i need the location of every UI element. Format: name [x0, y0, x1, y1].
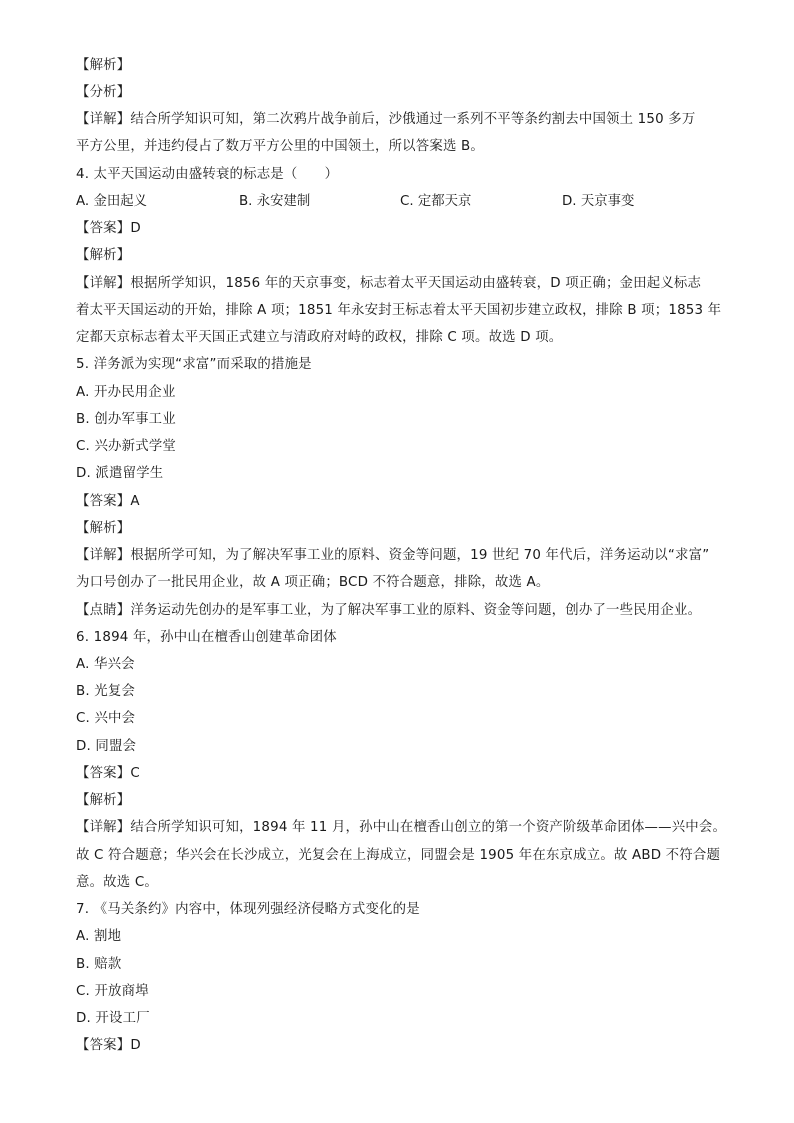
question-4-stem: 4. 太平天国运动由盛转衰的标志是（ ） [76, 167, 339, 182]
option-d: D. 天京事变 [562, 194, 635, 209]
explanation-text: 定都天京标志着太平天国正式建立与清政府对峙的政权，排除 C 项。故选 D 项。 [76, 330, 563, 345]
explanation-text: 【详解】根据所学知识，1856 年的天京事变，标志着太平天国运动由盛转衰，D 项正确；金田起义标志 [76, 276, 702, 291]
section-tag: 【分析】 [76, 85, 131, 100]
answer-line: 【答案】D [76, 221, 141, 236]
question-4-options [76, 192, 726, 212]
option-d: D. 同盟会 [76, 739, 137, 754]
explanation-text: 为口号创办了一批民用企业，故 A 项正确；BCD 不符合题意，排除，故选 A。 [76, 575, 550, 590]
explanation-text: 着太平天国运动的开始，排除 A 项；1851 年永安封王标志着太平天国初步建立政权，排除 B 项；1853 年 [76, 303, 722, 318]
question-6-stem: 6. 1894 年，孙中山在檀香山创建革命团体 [76, 630, 337, 645]
option-d: D. 开设工厂 [76, 1011, 150, 1026]
section-tag: 【解析】 [76, 793, 131, 808]
question-7-stem: 7. 《马关条约》内容中，体现列强经济侵略方式变化的是 [76, 902, 420, 917]
option-a: A. 金田起义 [76, 194, 147, 209]
answer-line: 【答案】D [76, 1038, 141, 1053]
option-a: A. 割地 [76, 929, 122, 944]
option-c: C. 兴办新式学堂 [76, 439, 177, 454]
explanation-text: 【详解】结合所学知识可知，1894 年 11 月，孙中山在檀香山创立的第一个资产阶级革命团体——兴中会。 [76, 820, 727, 835]
option-c: C. 兴中会 [76, 711, 136, 726]
option-b: B. 创办军事工业 [76, 412, 176, 427]
option-c: C. 定都天京 [400, 194, 472, 209]
answer-line: 【答案】C [76, 766, 140, 781]
comment-text: 【点睛】洋务运动先创办的是军事工业，为了解决军事工业的原料、资金等问题，创办了一些民用企业。 [76, 603, 702, 618]
explanation-text: 故 C 符合题意；华兴会在长沙成立，光复会在上海成立，同盟会是 1905 年在东京成立。故 ABD 不符合题 [76, 848, 721, 863]
question-5-stem: 5. 洋务派为实现“求富”而采取的措施是 [76, 357, 312, 372]
explanation-text: 意。故选 C。 [76, 875, 158, 890]
option-b: B. 光复会 [76, 684, 136, 699]
section-tag: 【解析】 [76, 248, 131, 263]
explanation-text: 【详解】根据所学可知，为了解决军事工业的原料、资金等问题，19 世纪 70 年代后，洋务运动以“求富” [76, 548, 710, 563]
option-b: B. 永安建制 [239, 194, 311, 209]
option-b: B. 赔款 [76, 957, 122, 972]
option-d: D. 派遣留学生 [76, 466, 164, 481]
section-tag: 【解析】 [76, 58, 131, 73]
option-a: A. 开办民用企业 [76, 385, 176, 400]
option-a: A. 华兴会 [76, 657, 135, 672]
explanation-text: 【详解】结合所学知识可知，第二次鸦片战争前后，沙俄通过一系列不平等条约割去中国领土 150 多万 [76, 112, 696, 127]
answer-line: 【答案】A [76, 494, 140, 509]
explanation-text: 平方公里，并违约侵占了数万平方公里的中国领土，所以答案选 B。 [76, 139, 484, 154]
section-tag: 【解析】 [76, 521, 131, 536]
option-c: C. 开放商埠 [76, 984, 149, 999]
